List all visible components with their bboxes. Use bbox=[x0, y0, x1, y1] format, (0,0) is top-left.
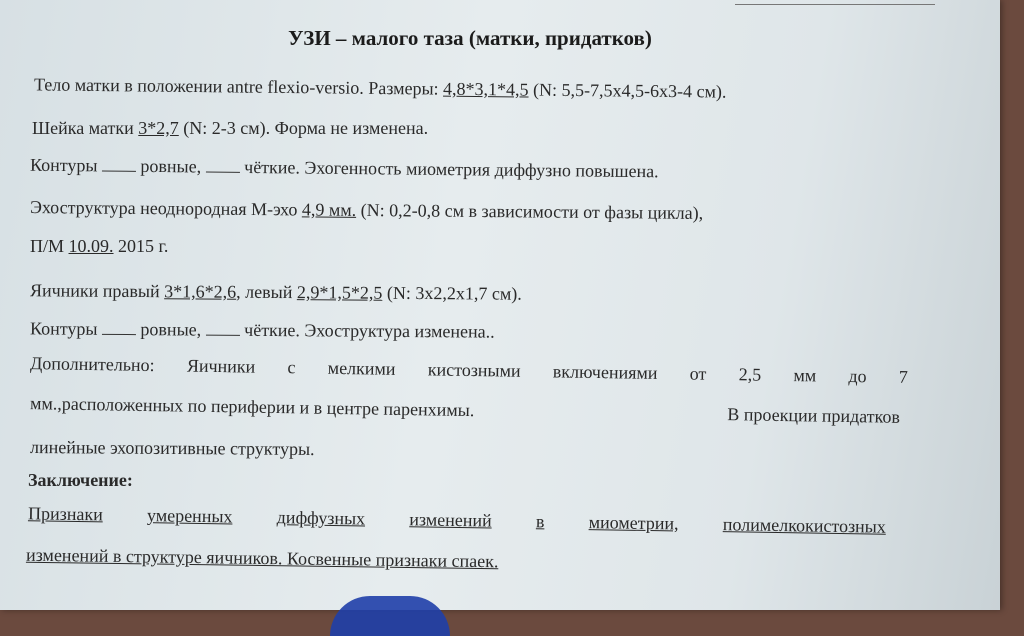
cervix-line: Шейка матки 3*2,7 (N: 2-3 см). Форма не изменена. bbox=[32, 118, 429, 138]
lmp-line: П/М 10.09. 2015 г. bbox=[30, 236, 169, 256]
contours-line-2: Контуры ровные, чёткие. Эхоструктура изменена.. bbox=[29, 318, 495, 342]
stamp bbox=[330, 596, 450, 636]
conclusion-label: Заключение: bbox=[28, 470, 133, 490]
structures-line: линейные эхопозитивные структуры. bbox=[29, 437, 315, 459]
periphery-line: мм.,расположенных по периферии и в центре паренхимы. В проекции придатков bbox=[29, 393, 901, 427]
uterus-size-line: Тело матки в положении antre flexio-versio. Размеры: 4,8*3,1*4,5 (N: 5,5-7,5х4,5-6х3-4 см). bbox=[33, 74, 727, 102]
conclusion-line-1: Признаки умеренных диффузных изменений в миометрии, полимелкокистозных bbox=[27, 503, 887, 537]
echostructure-line: Эхоструктура неоднородная М-эхо 4,9 мм. (N: 0,2-0,8 см в зависимости от фазы цикла), bbox=[29, 197, 704, 223]
report-title: УЗИ – малого таза (матки, придатков) bbox=[288, 26, 652, 50]
contours-line-1: Контуры ровные, чёткие. Эхогенность миометрия диффузно повышена. bbox=[29, 154, 659, 182]
top-rule bbox=[735, 4, 935, 5]
ovaries-line: Яичники правый 3*1,6*2,6, левый 2,9*1,5*2,5 (N: 3х2,2х1,7 см). bbox=[29, 280, 522, 304]
conclusion-line-2: изменений в структуре яичников. Косвенные признаки спаек. bbox=[25, 544, 499, 572]
additional-line: Дополнительно: Яичники с мелкими кистозными включениями от 2,5 мм до 7 bbox=[29, 353, 909, 387]
